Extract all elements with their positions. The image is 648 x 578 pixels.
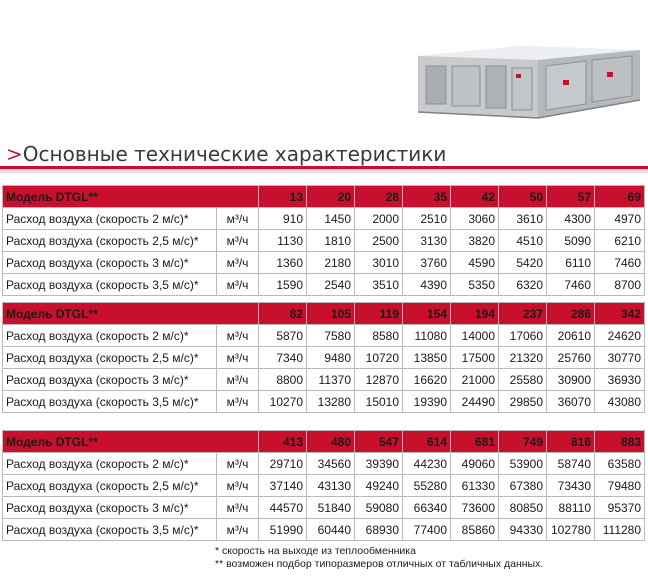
value-cell: 2510 <box>403 208 451 230</box>
row-label: Расход воздуха (скорость 3,5 м/с)* <box>3 519 217 541</box>
value-cell: 63580 <box>595 453 645 475</box>
model-cell: 69 <box>595 186 645 208</box>
model-cell: 42 <box>451 186 499 208</box>
value-cell: 20610 <box>547 325 595 347</box>
unit-cell: м³/ч <box>217 230 259 252</box>
value-cell: 7580 <box>307 325 355 347</box>
model-cell: 57 <box>547 186 595 208</box>
unit-cell: м³/ч <box>217 208 259 230</box>
value-cell: 4390 <box>403 274 451 296</box>
air-handling-unit-image <box>410 44 642 120</box>
value-cell: 29850 <box>499 391 547 413</box>
value-cell: 6320 <box>499 274 547 296</box>
value-cell: 4510 <box>499 230 547 252</box>
table-row <box>3 497 645 519</box>
page-title <box>6 142 446 166</box>
value-cell: 5090 <box>547 230 595 252</box>
value-cell: 3010 <box>355 252 403 274</box>
value-cell: 10270 <box>259 391 307 413</box>
value-cell: 94330 <box>499 519 547 541</box>
value-cell: 51840 <box>307 497 355 519</box>
value-cell: 55280 <box>403 475 451 497</box>
value-cell: 2180 <box>307 252 355 274</box>
value-cell: 8700 <box>595 274 645 296</box>
row-label: Расход воздуха (скорость 2 м/с)* <box>3 325 217 347</box>
value-cell: 3510 <box>355 274 403 296</box>
table-header-row <box>3 303 645 325</box>
value-cell: 19390 <box>403 391 451 413</box>
value-cell: 3820 <box>451 230 499 252</box>
footnote-2: ** возможен подбор типоразмеров отличных от табличных данных. <box>215 558 544 570</box>
value-cell: 80850 <box>499 497 547 519</box>
value-cell: 66340 <box>403 497 451 519</box>
model-cell: 614 <box>403 431 451 453</box>
row-label: Расход воздуха (скорость 3,5 м/с)* <box>3 391 217 413</box>
model-cell: 105 <box>307 303 355 325</box>
unit-cell: м³/ч <box>217 369 259 391</box>
table-row <box>3 325 645 347</box>
unit-cell: м³/ч <box>217 453 259 475</box>
row-label: Расход воздуха (скорость 3,5 м/с)* <box>3 274 217 296</box>
value-cell: 39390 <box>355 453 403 475</box>
page-title-text: Основные технические характеристики <box>22 142 447 166</box>
model-cell: 82 <box>259 303 307 325</box>
value-cell: 102780 <box>547 519 595 541</box>
model-cell: 342 <box>595 303 645 325</box>
value-cell: 10720 <box>355 347 403 369</box>
value-cell: 3760 <box>403 252 451 274</box>
model-cell: 35 <box>403 186 451 208</box>
unit-cell: м³/ч <box>217 325 259 347</box>
value-cell: 11370 <box>307 369 355 391</box>
value-cell: 4970 <box>595 208 645 230</box>
value-cell: 30770 <box>595 347 645 369</box>
value-cell: 3060 <box>451 208 499 230</box>
spec-table-1 <box>2 185 645 296</box>
value-cell: 60440 <box>307 519 355 541</box>
value-cell: 51990 <box>259 519 307 541</box>
unit-cell: м³/ч <box>217 497 259 519</box>
model-cell: 154 <box>403 303 451 325</box>
title-divider-shadow <box>0 169 648 175</box>
value-cell: 4590 <box>451 252 499 274</box>
value-cell: 44230 <box>403 453 451 475</box>
value-cell: 4300 <box>547 208 595 230</box>
model-cell: 20 <box>307 186 355 208</box>
value-cell: 25580 <box>499 369 547 391</box>
table-header-row <box>3 431 645 453</box>
table-row <box>3 453 645 475</box>
row-label: Расход воздуха (скорость 3 м/с)* <box>3 497 217 519</box>
value-cell: 24490 <box>451 391 499 413</box>
value-cell: 5350 <box>451 274 499 296</box>
value-cell: 77400 <box>403 519 451 541</box>
unit-cell: м³/ч <box>217 475 259 497</box>
model-cell: 749 <box>499 431 547 453</box>
value-cell: 5870 <box>259 325 307 347</box>
table-row <box>3 391 645 413</box>
table-row <box>3 274 645 296</box>
value-cell: 8580 <box>355 325 403 347</box>
value-cell: 1810 <box>307 230 355 252</box>
unit-cell: м³/ч <box>217 391 259 413</box>
value-cell: 111280 <box>595 519 645 541</box>
table-header-row <box>3 186 645 208</box>
value-cell: 58740 <box>547 453 595 475</box>
value-cell: 6110 <box>547 252 595 274</box>
value-cell: 30900 <box>547 369 595 391</box>
model-cell: 50 <box>499 186 547 208</box>
value-cell: 67380 <box>499 475 547 497</box>
value-cell: 85860 <box>451 519 499 541</box>
value-cell: 34560 <box>307 453 355 475</box>
value-cell: 49060 <box>451 453 499 475</box>
model-cell: 547 <box>355 431 403 453</box>
value-cell: 3610 <box>499 208 547 230</box>
value-cell: 79480 <box>595 475 645 497</box>
value-cell: 36930 <box>595 369 645 391</box>
value-cell: 49240 <box>355 475 403 497</box>
footnote-1: * скорость на выходе из теплообменника <box>215 545 416 557</box>
model-cell: 13 <box>259 186 307 208</box>
table-row <box>3 369 645 391</box>
value-cell: 16620 <box>403 369 451 391</box>
value-cell: 25760 <box>547 347 595 369</box>
value-cell: 13280 <box>307 391 355 413</box>
value-cell: 1590 <box>259 274 307 296</box>
value-cell: 36070 <box>547 391 595 413</box>
model-cell: 237 <box>499 303 547 325</box>
value-cell: 7460 <box>547 274 595 296</box>
value-cell: 2540 <box>307 274 355 296</box>
value-cell: 12870 <box>355 369 403 391</box>
row-label: Расход воздуха (скорость 3 м/с)* <box>3 252 217 274</box>
value-cell: 59080 <box>355 497 403 519</box>
unit-cell: м³/ч <box>217 347 259 369</box>
value-cell: 2000 <box>355 208 403 230</box>
value-cell: 1450 <box>307 208 355 230</box>
title-arrow: > <box>6 142 23 166</box>
table-row <box>3 475 645 497</box>
value-cell: 11080 <box>403 325 451 347</box>
model-cell: 119 <box>355 303 403 325</box>
model-cell: 480 <box>307 431 355 453</box>
row-label: Расход воздуха (скорость 2,5 м/с)* <box>3 230 217 252</box>
value-cell: 29710 <box>259 453 307 475</box>
value-cell: 5420 <box>499 252 547 274</box>
unit-cell: м³/ч <box>217 519 259 541</box>
value-cell: 21000 <box>451 369 499 391</box>
row-label: Расход воздуха (скорость 2,5 м/с)* <box>3 347 217 369</box>
model-cell: 28 <box>355 186 403 208</box>
value-cell: 3130 <box>403 230 451 252</box>
table-row <box>3 519 645 541</box>
model-label: Модель DTGL** <box>3 303 259 325</box>
model-cell: 194 <box>451 303 499 325</box>
unit-cell: м³/ч <box>217 274 259 296</box>
value-cell: 9480 <box>307 347 355 369</box>
value-cell: 910 <box>259 208 307 230</box>
table-row <box>3 208 645 230</box>
value-cell: 13850 <box>403 347 451 369</box>
value-cell: 21320 <box>499 347 547 369</box>
unit-cell: м³/ч <box>217 252 259 274</box>
value-cell: 7460 <box>595 252 645 274</box>
row-label: Расход воздуха (скорость 3 м/с)* <box>3 369 217 391</box>
table-row <box>3 252 645 274</box>
value-cell: 6210 <box>595 230 645 252</box>
value-cell: 1130 <box>259 230 307 252</box>
value-cell: 17500 <box>451 347 499 369</box>
value-cell: 1360 <box>259 252 307 274</box>
value-cell: 24620 <box>595 325 645 347</box>
value-cell: 15010 <box>355 391 403 413</box>
model-cell: 681 <box>451 431 499 453</box>
table-row <box>3 230 645 252</box>
value-cell: 61330 <box>451 475 499 497</box>
model-label: Модель DTGL** <box>3 186 259 208</box>
model-cell: 816 <box>547 431 595 453</box>
value-cell: 88110 <box>547 497 595 519</box>
row-label: Расход воздуха (скорость 2 м/с)* <box>3 208 217 230</box>
spec-table-3 <box>2 430 645 541</box>
model-cell: 286 <box>547 303 595 325</box>
value-cell: 43130 <box>307 475 355 497</box>
model-cell: 413 <box>259 431 307 453</box>
value-cell: 73430 <box>547 475 595 497</box>
value-cell: 43080 <box>595 391 645 413</box>
table-row <box>3 347 645 369</box>
value-cell: 37140 <box>259 475 307 497</box>
value-cell: 17060 <box>499 325 547 347</box>
value-cell: 7340 <box>259 347 307 369</box>
spec-table-2 <box>2 302 645 413</box>
value-cell: 8800 <box>259 369 307 391</box>
model-label: Модель DTGL** <box>3 431 259 453</box>
row-label: Расход воздуха (скорость 2,5 м/с)* <box>3 475 217 497</box>
value-cell: 2500 <box>355 230 403 252</box>
model-cell: 883 <box>595 431 645 453</box>
value-cell: 14000 <box>451 325 499 347</box>
value-cell: 53900 <box>499 453 547 475</box>
row-label: Расход воздуха (скорость 2 м/с)* <box>3 453 217 475</box>
value-cell: 68930 <box>355 519 403 541</box>
value-cell: 73600 <box>451 497 499 519</box>
value-cell: 95370 <box>595 497 645 519</box>
footnotes <box>215 545 543 571</box>
value-cell: 44570 <box>259 497 307 519</box>
